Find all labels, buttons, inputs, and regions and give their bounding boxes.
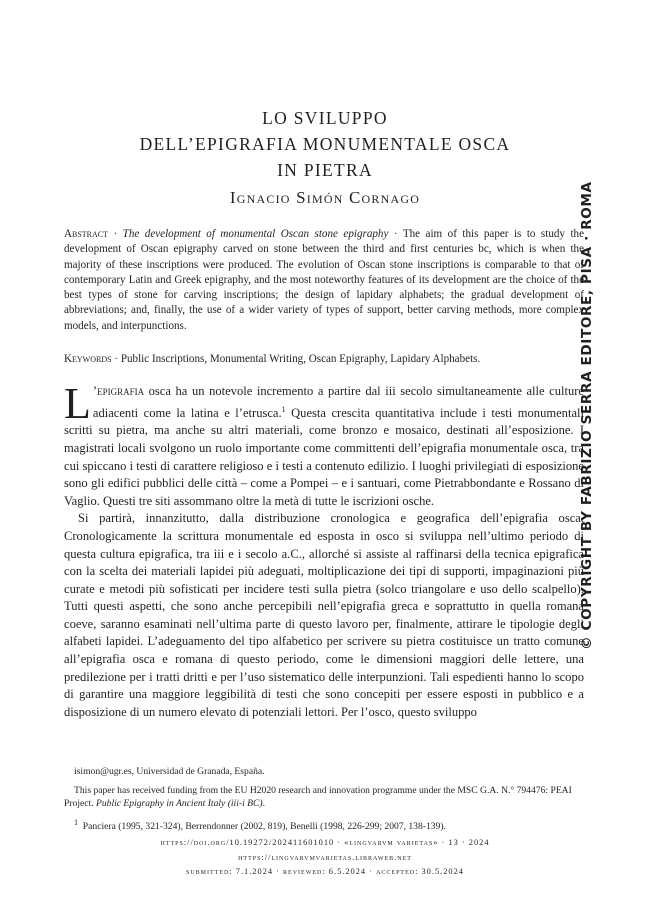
footer-website-link[interactable]: https://lingvarvmvarietas.libraweb.net [238, 852, 412, 862]
footnote-reference[interactable]: 1 [281, 404, 286, 414]
body-text [64, 379, 584, 721]
footnote-1-number: 1 [74, 818, 78, 827]
copyright-notice: © COPYRIGHT BY FABRIZIO SERRA EDITORE, PISA · ROMA [579, 181, 595, 650]
abstract-separator: · [108, 228, 123, 240]
keywords [64, 352, 584, 367]
footnote-1-text: Panciera (1995, 321-324), Berrendonner (2002, 819), Benelli (1998, 226-299; 2007, 138-139). [82, 821, 446, 833]
abstract [64, 227, 584, 334]
first-word: ’epigrafia [92, 384, 145, 398]
funding-end: . [262, 798, 266, 809]
footnote-1 [64, 816, 584, 833]
funding-text: This paper has received funding from the EU H2020 research and innovation programme under the MSC G.A. N.° 794476: PEAI Project. [64, 785, 572, 809]
paragraph-1-text-b: Questa crescita quantitativa include i testi monumentali scritti su pietra, ma anche su altri materiali, come bronzo e mosaico, destinati all’esposizione. I magistrati locali svolgono un ruolo importante come committenti dell’epigrafia monumentale osca, tra cui spiccano i testi di carattere religioso e i testi a contenuto edilizio. I luoghi privilegiati di esposizione sono gli edifici pubblici delle città – come a Pompei – e i santuari, come Pietrabbondante e Rossano di Vaglio. Questi tre siti assommano oltre la metà di tutte le iscrizioni osche. [64, 405, 584, 508]
funding-project-title: Public Epigraphy in Ancient Italy (iii-i BC) [95, 798, 263, 809]
abstract-label: Abstract [64, 228, 109, 240]
page-footer [0, 836, 650, 880]
paragraph-1-text-a: osca ha un notevole incremento a partire dal iii secolo simultaneamente alle culture adiacenti come la latina e l’etrusca. [92, 384, 584, 420]
funding-note [64, 784, 584, 810]
paragraph-2: Si partirà, innanzitutto, dalla distribuzione cronologica e geografica dell’epigrafia osca. Cronologicamente la scrittura monumentale ed esposta in osco si sviluppa nell’ultimo periodo di questa cultura epigrafica, tra iii e i secolo a.C., allorché si assiste al raffinarsi della tecnica epigrafica con la scelta dei materiali lapidei più adeguati, moltiplicazione dei tipi di supporti, impaginazioni più curate e metodi più sofisticati per incidere testi sulla pietra (solco triangolare e uso dello scalpello). Tutti questi aspetti, che sono anche percepibili nell’epigrafia greca e soprattutto in quella romana coeve, saranno esaminati nell’ultima parte di questo lavoro per, finalmente, attirare le tipologie degli alfabeti lapidei. L’adeguamento del tipo alfabetico per scrivere su pietra costituisce un tratto comune all’epigrafia osca e romana di questo periodo, come le dimensioni maggiori delle lettere, una predilezione per i tratti dritti e per l’uso sistematico delle interpunzioni. Tali espedienti hanno lo scopo di garantire una maggiore leggibilità di testi che sono concepiti per essere esposti in pubblico e a disposizione di un numero elevato di potenziali lettori. Per l’osco, questo sviluppo [64, 511, 584, 719]
footnotes [64, 765, 584, 833]
footer-dates-line: submitted: 7.1.2024 · reviewed: 6.5.2024 · accepted: 30.5.2024 [186, 867, 464, 876]
copyright-sidebar [576, 181, 598, 650]
abstract-title: The development of monumental Oscan stone epigraphy [122, 228, 389, 240]
paragraph-1 [64, 379, 584, 510]
title-line-1: LO SVILUPPO [262, 108, 388, 128]
keywords-text: · Public Inscriptions, Monumental Writing, Oscan Epigraphy, Lapidary Alphabets. [111, 353, 481, 365]
title-line-2: DELL’EPIGRAFIA MONUMENTALE OSCA [139, 134, 511, 154]
drop-cap: L [64, 379, 91, 428]
keywords-label: Keywords [64, 353, 112, 365]
abstract-text: · The aim of this paper is to study the development of Oscan epigraphy carved on stone between the third and first centuries bc, which is when the majority of these inscriptions were produced. The evolution of Oscan stone inscriptions is comparable to that of contemporary Latin and Greek epigraphy, and the most noteworthy features of its development are the choice of the best types of stone for carving inscriptions; the design of lapidary alphabets; the gradual development of abbreviations; and, finally, the use of a wider variety of types of support, better carving methods, more complex models, and interpunctions. [64, 228, 584, 332]
article-title [0, 105, 650, 183]
author-affiliation: isimon@ugr.es, Universidad de Granada, España. [74, 766, 265, 777]
author-name: Ignacio Simón Cornago [229, 188, 421, 207]
title-line-3: IN PIETRA [277, 160, 373, 180]
footer-doi-line[interactable]: https://doi.org/10.19272/202411601010 · «lingvarvm varietas» · 13 · 2024 [160, 838, 490, 847]
